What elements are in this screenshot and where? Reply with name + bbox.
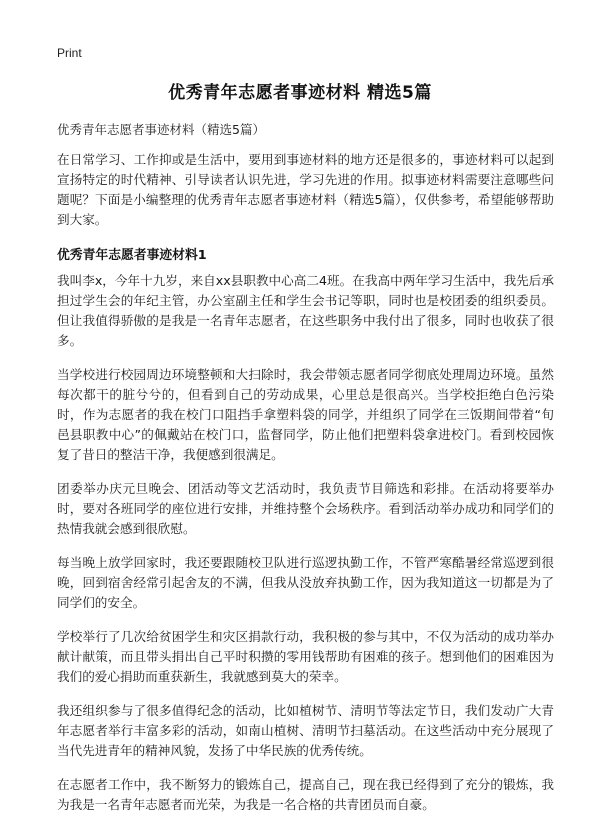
intro-paragraph: 在日常学习、工作抑或是生活中，要用到事迹材料的地方还是很多的，事迹材料可以起到宣扬特定的时代精神、引导读者认识先进，学习先进的作用。拟事迹材料需要注意哪些问题呢？下面是小编整理的优秀青年志愿者事迹材料（精选5篇），仅供参考，希望能够帮助到大家。 (57, 152, 554, 227)
body-paragraph: 我还组织参与了很多值得纪念的活动，比如植树节、清明节等法定节日，我们发动广大青年志愿者举行丰富多彩的活动，如南山植树、清明节扫墓活动。在这些活动中充分展现了当代先进青年的精神风貌，发扬了中华民族的优秀传统。 (57, 703, 554, 758)
body-paragraph: 当学校进行校园周边环境整顿和大扫除时，我会带领志愿者同学彻底处理周边环境。虽然每次都干的脏兮兮的，但看到自己的劳动成果，心里总是很高兴。当学校拒绝白色污染时，作为志愿者的我在校门口阻挡手拿塑料袋的同学，并组织了同学在三饭期间带着“旬邑县职教中心”的佩戴站在校门口，监督同学，防止他们把塑料袋拿进校门。看到校园恢复了昔日的整洁干净，我便感到很满足。 (57, 367, 554, 462)
document-body (57, 150, 554, 829)
document-subtitle: 优秀青年志愿者事迹材料（精选5篇） (57, 122, 265, 137)
body-paragraph: 每当晚上放学回家时，我还要跟随校卫队进行巡逻执勤工作，不管严寒酷暑经常巡逻到很晚，回到宿舍经常引起舍友的不满，但我从没放弃执勤工作，因为我知道这一切都是为了同学们的安全。 (57, 555, 554, 610)
print-link[interactable]: Print (57, 46, 82, 60)
body-paragraph: 学校举行了几次给贫困学生和灾区捐款行动，我积极的参与其中，不仅为活动的成功举办献计献策，而且带头捐出自己平时积攒的零用钱帮助有困难的孩子。想到他们的困难因为我们的爱心捐助而重获新生，我就感到莫大的荣幸。 (57, 629, 554, 684)
body-paragraph: 团委举办庆元旦晚会、团活动等文艺活动时，我负责节目筛选和彩排。在活动将要举办时，要对各班同学的座位进行安排，并维持整个会场秩序。看到活动举办成功和同学们的热情我就会感到很欣慰。 (57, 481, 554, 536)
body-paragraph: 我叫李x，今年十九岁，来自xx县职教中心高二4班。在我高中两年学习生活中，我先后承担过学生会的年纪主管，办公室副主任和学生会书记等职，同时也是校团委的组织委员。但让我值得骄傲的是我是一名青年志愿者，在这些职务中我付出了很多，同时也收获了很多。 (57, 273, 554, 348)
section-heading: 优秀青年志愿者事迹材料1 (57, 248, 207, 263)
page-title: 优秀青年志愿者事迹材料 精选5篇 (168, 83, 432, 103)
body-paragraph: 在志愿者工作中，我不断努力的锻炼自己，提高自己，现在我已经得到了充分的锻炼，我为我是一名青年志愿者而光荣，为我是一名合格的共青团员而自豪。 (57, 777, 554, 812)
